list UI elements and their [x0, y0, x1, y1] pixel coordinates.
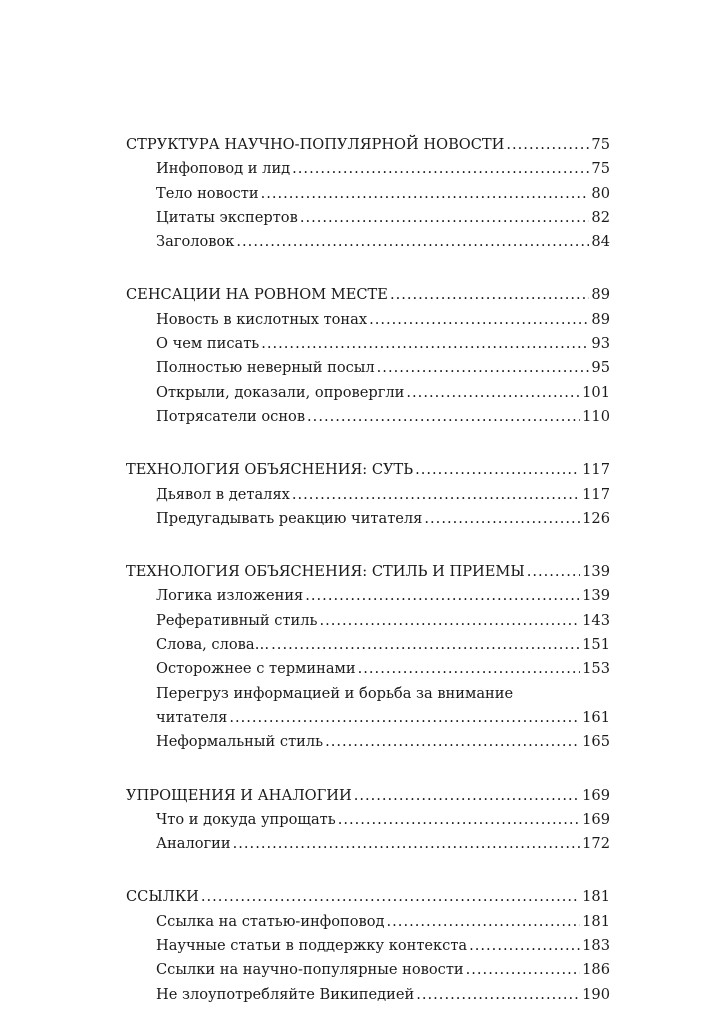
subsection-title: Неформальный стиль — [156, 733, 324, 751]
toc-chapter-entry[interactable] — [126, 885, 610, 909]
dot-leader — [233, 832, 581, 856]
page-number: 93 — [591, 335, 610, 353]
subsection-title: Логика изложения — [156, 587, 304, 605]
subsection-title: Аналогии — [156, 835, 231, 853]
page-number: 80 — [591, 184, 610, 202]
toc-section — [126, 133, 610, 254]
dot-leader — [415, 458, 580, 482]
dot-leader — [319, 609, 580, 633]
toc-subsection-entry[interactable] — [126, 206, 610, 230]
dot-leader — [338, 808, 580, 832]
subsection-title: Слова, слова… — [156, 636, 270, 654]
chapter-title: СТРУКТУРА НАУЧНО-ПОПУЛЯРНОЙ НОВОСТИ — [126, 136, 505, 153]
subsection-title: Реферативный стиль — [156, 611, 318, 629]
page-number: 186 — [582, 961, 610, 979]
dot-leader — [229, 706, 580, 730]
dot-leader — [261, 182, 590, 206]
page-number: 110 — [582, 407, 610, 425]
toc-section — [126, 885, 610, 1006]
page-number: 75 — [591, 136, 610, 153]
toc-subsection-entry[interactable] — [126, 157, 610, 181]
subsection-title: Цитаты экспертов — [156, 208, 298, 226]
chapter-title: ТЕХНОЛОГИЯ ОБЪЯСНЕНИЯ: СТИЛЬ И ПРИЕМЫ — [126, 563, 525, 581]
subsection-title: Потрясатели основ — [156, 407, 306, 425]
dot-leader — [325, 730, 580, 754]
page-number: 153 — [582, 660, 610, 678]
toc-subsection-entry[interactable] — [126, 910, 610, 934]
toc-chapter-entry[interactable] — [126, 784, 610, 808]
dot-leader — [358, 657, 581, 681]
toc-subsection-entry[interactable] — [126, 808, 610, 832]
page-number: 126 — [582, 509, 610, 527]
chapter-title: СЕНСАЦИИ НА РОВНОМ МЕСТЕ — [126, 286, 388, 304]
dot-leader — [506, 133, 589, 157]
page-number: 143 — [582, 611, 610, 629]
dot-leader — [292, 157, 589, 181]
dot-leader — [416, 983, 580, 1007]
page-number: 172 — [582, 835, 610, 853]
dot-leader — [261, 332, 589, 356]
subsection-title: Осторожнее с терминами — [156, 660, 356, 678]
subsection-title: Не злоупотребляйте Википедией — [156, 985, 415, 1003]
toc-subsection-entry[interactable] — [126, 706, 610, 730]
toc-chapter-entry[interactable] — [126, 283, 610, 307]
toc-subsection-entry[interactable] — [126, 657, 610, 681]
subsection-title: Дьявол в деталях — [156, 485, 290, 503]
toc-subsection-entry[interactable] — [126, 332, 610, 356]
dot-leader — [466, 958, 581, 982]
toc-subsection-entry[interactable] — [126, 507, 610, 531]
toc-section — [126, 458, 610, 531]
chapter-title: ССЫЛКИ — [126, 888, 199, 906]
dot-leader — [406, 381, 580, 405]
page-number: 181 — [582, 888, 610, 906]
page-number: 165 — [582, 733, 610, 751]
subsection-title: Заголовок — [156, 233, 235, 251]
subsection-title: Что и докуда упрощать — [156, 810, 336, 828]
dot-leader — [369, 308, 589, 332]
toc-chapter-entry[interactable] — [126, 560, 610, 584]
toc-section — [126, 560, 610, 754]
dot-leader — [390, 283, 589, 307]
page-number: 190 — [582, 985, 610, 1003]
dot-leader — [201, 885, 580, 909]
dot-leader — [354, 784, 580, 808]
page-number: 89 — [591, 310, 610, 328]
dot-leader — [300, 206, 590, 230]
page-number: 101 — [582, 383, 610, 401]
toc-subsection-entry[interactable] — [126, 584, 610, 608]
toc-subsection-entry[interactable] — [126, 730, 610, 754]
subsection-title: Инфоповод и лид — [156, 160, 291, 178]
dot-leader — [305, 584, 580, 608]
page-number: 169 — [582, 810, 610, 828]
subsection-title: Открыли, доказали, опровергли — [156, 383, 405, 401]
toc-subsection-entry[interactable] — [126, 308, 610, 332]
subsection-title: Полностью неверный посыл — [156, 359, 375, 377]
page-number: 117 — [582, 461, 610, 479]
dot-leader — [307, 405, 580, 429]
dot-leader — [271, 633, 580, 657]
dot-leader — [527, 560, 580, 584]
subsection-title: Ссылки на научно-популярные новости — [156, 961, 464, 979]
toc-subsection-entry[interactable] — [126, 609, 610, 633]
toc-subsection-entry[interactable] — [126, 983, 610, 1007]
page-number: 161 — [582, 708, 610, 726]
page-number: 139 — [582, 587, 610, 605]
subsection-title: Предугадывать реакцию читателя — [156, 509, 423, 527]
dot-leader — [387, 910, 581, 934]
toc-subsection-entry[interactable] — [126, 381, 610, 405]
subsection-title: читателя — [156, 708, 228, 726]
page-number: 117 — [582, 485, 610, 503]
page-number: 151 — [582, 636, 610, 654]
toc-subsection-entry[interactable] — [126, 405, 610, 429]
toc-subsection-entry[interactable] — [126, 356, 610, 380]
page-number: 139 — [582, 563, 610, 581]
toc-subsection-entry[interactable] — [126, 934, 610, 958]
toc-section — [126, 784, 610, 857]
table-of-contents — [126, 133, 610, 1036]
dot-leader — [236, 230, 589, 254]
page-number: 181 — [582, 912, 610, 930]
dot-leader — [469, 934, 580, 958]
toc-subsection-entry[interactable] — [126, 832, 610, 856]
page-number: 84 — [591, 233, 610, 251]
dot-leader — [377, 356, 590, 380]
page-number: 82 — [591, 208, 610, 226]
subsection-title: Ссылка на статью-инфоповод — [156, 912, 385, 930]
toc-subsection-entry[interactable] — [126, 230, 610, 254]
chapter-title: ТЕХНОЛОГИЯ ОБЪЯСНЕНИЯ: СУТЬ — [126, 461, 414, 479]
subsection-title: Новость в кислотных тонах — [156, 310, 368, 328]
toc-chapter-entry[interactable] — [126, 133, 610, 157]
page-number: 89 — [591, 286, 610, 304]
dot-leader — [292, 483, 580, 507]
subsection-title-first-line[interactable]: Перегруз информацией и борьба за внимание — [156, 684, 514, 702]
page-number: 169 — [582, 786, 610, 804]
toc-subsection-entry[interactable] — [126, 633, 610, 657]
page-number: 75 — [591, 160, 610, 178]
toc-section — [126, 283, 610, 429]
chapter-title: УПРОЩЕНИЯ И АНАЛОГИИ — [126, 786, 352, 804]
subsection-title: Научные статьи в поддержку контекста — [156, 937, 468, 955]
dot-leader — [424, 507, 580, 531]
subsection-title: Тело новости — [156, 184, 259, 202]
subsection-title: О чем писать — [156, 335, 260, 353]
toc-subsection-entry[interactable] — [126, 483, 610, 507]
toc-subsection-entry[interactable] — [126, 182, 610, 206]
toc-subsection-entry[interactable] — [126, 958, 610, 982]
toc-chapter-entry[interactable] — [126, 458, 610, 482]
page-number: 95 — [591, 359, 610, 377]
page-number: 183 — [582, 937, 610, 955]
